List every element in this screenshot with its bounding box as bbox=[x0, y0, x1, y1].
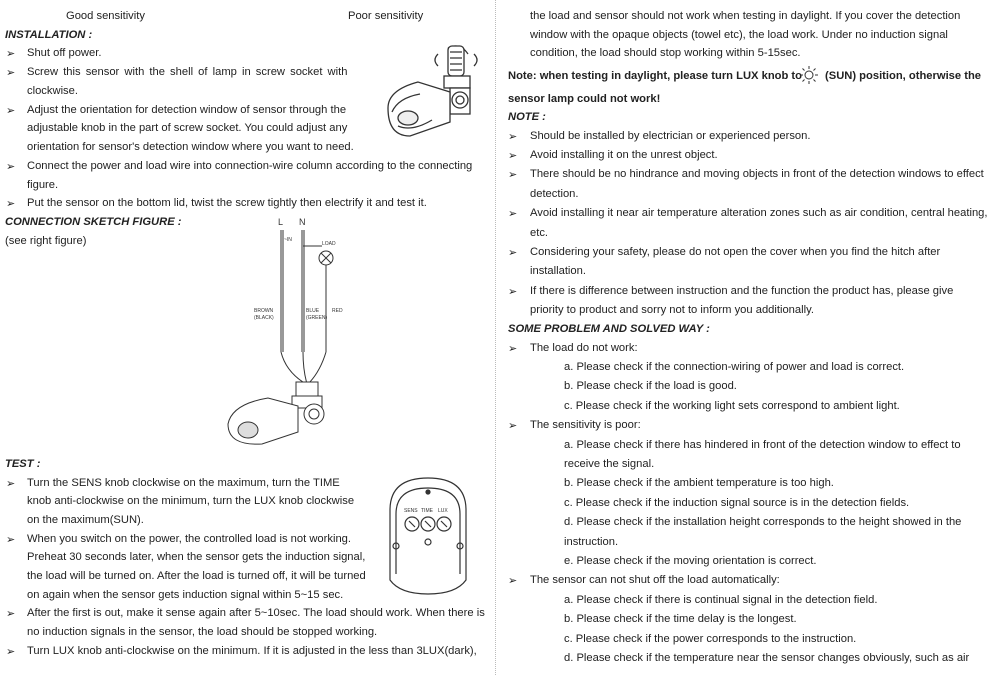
bullet-icon: ➢ bbox=[6, 534, 16, 546]
note-heading: NOTE : bbox=[508, 111, 546, 123]
installation-heading: INSTALLATION : bbox=[5, 29, 93, 41]
install-line: Adjust the orientation for detection window of sensor through the bbox=[27, 104, 347, 116]
right-column bbox=[500, 0, 1000, 675]
test-line: After the first is out, make it sense again after 5~10sec. The load should work. When there is bbox=[27, 607, 485, 619]
test-line: the load will be turned on. After the load is turned off, it will be turned bbox=[27, 570, 366, 582]
bullet-icon: ➢ bbox=[508, 131, 518, 143]
problem-item: The load do not work: bbox=[530, 342, 638, 354]
test-line: knob anti-clockwise on the minimum, turn the LUX knob clockwise bbox=[27, 495, 355, 507]
bullet-icon: ➢ bbox=[508, 575, 518, 587]
test-line: no induction signals in the sensor, the load should be stopped working. bbox=[27, 626, 378, 638]
sketch-note: (see right figure) bbox=[5, 235, 87, 247]
note-line: installation. bbox=[530, 265, 586, 277]
note-line: Should be installed by electrician or experienced person. bbox=[530, 130, 811, 142]
install-line: Screw this sensor with the shell of lamp in screw socket with bbox=[27, 66, 348, 78]
test-heading: TEST : bbox=[5, 458, 41, 470]
diagram-brown-label: BROWN bbox=[254, 308, 274, 314]
problem-check: instruction. bbox=[564, 536, 619, 548]
install-line: orientation for sensor's detection window where you want to need. bbox=[27, 141, 354, 153]
install-line: figure. bbox=[27, 179, 59, 191]
connection-sketch-heading: CONNECTION SKETCH FIGURE : bbox=[5, 216, 182, 228]
diagram-blue2-label: (GREEN) bbox=[306, 315, 328, 321]
problem-check: b. Please check if the load is good. bbox=[564, 380, 737, 392]
test-line: Turn the SENS knob clockwise on the maximum, turn the TIME bbox=[27, 477, 340, 489]
bullet-icon: ➢ bbox=[6, 48, 16, 60]
test-continued-line: the load and sensor should not work when testing in daylight. If you cover the detection bbox=[530, 10, 961, 22]
problem-item: The sensor can not shut off the load automatically: bbox=[530, 574, 780, 586]
daylight-note-warning: sensor lamp could not work! bbox=[508, 93, 661, 105]
bullet-icon: ➢ bbox=[6, 161, 16, 173]
test-line: Preheat 30 seconds later, when the sensor gets the induction signal, bbox=[27, 551, 366, 563]
diagram-in-label: ~IN bbox=[284, 237, 292, 243]
knob-sens-label: SENS bbox=[404, 508, 418, 514]
problem-check: b. Please check if the time delay is the longest. bbox=[564, 613, 797, 625]
diagram-blue-label: BLUE bbox=[306, 308, 320, 314]
note-line: detection. bbox=[530, 188, 579, 200]
diagram-brown2-label: (BLACK) bbox=[254, 315, 274, 321]
install-line: Put the sensor on the bottom lid, twist the screw tightly then electrify it and test it. bbox=[27, 197, 427, 209]
problem-check: d. Please check if the installation height corresponds to the height showed in the bbox=[564, 516, 962, 528]
bullet-icon: ➢ bbox=[508, 150, 518, 162]
problem-check: receive the signal. bbox=[564, 458, 655, 470]
problem-check: d. Please check if the temperature near the sensor changes obviously, such as air bbox=[564, 652, 970, 664]
sun-icon bbox=[800, 66, 818, 84]
knob-time-label: TIME bbox=[421, 508, 433, 514]
test-continued-line: window with the opaque objects (towel etc), the load work. Under no induction signal bbox=[530, 29, 948, 41]
test-line: on again when the sensor gets induction signal within 5~15 sec. bbox=[27, 589, 344, 601]
problem-check: a. Please check if the connection-wiring of power and load is correct. bbox=[564, 361, 905, 373]
bullet-icon: ➢ bbox=[508, 208, 518, 220]
knob-lux-label: LUX bbox=[438, 508, 448, 514]
problem-check: c. Please check if the power corresponds to the instruction. bbox=[564, 633, 857, 645]
test-continued-line: condition, the load should stop working within 5-15sec. bbox=[530, 47, 801, 59]
note-line: There should be no hindrance and moving objects in front of the detection windows to effect bbox=[530, 168, 984, 180]
bullet-icon: ➢ bbox=[6, 105, 16, 117]
problem-check: c. Please check if the induction signal source is in the detection fields. bbox=[564, 497, 910, 509]
note-line: Avoid installing it near air temperature alteration zones such as air condition, central heating, bbox=[530, 207, 988, 219]
poor-sensitivity-label: Poor sensitivity bbox=[348, 10, 424, 22]
bullet-icon: ➢ bbox=[6, 608, 16, 620]
bullet-icon: ➢ bbox=[508, 420, 518, 432]
problem-check: a. Please check if there is continual signal in the detection field. bbox=[564, 594, 878, 606]
note-line: Avoid installing it on the unrest object. bbox=[530, 149, 718, 161]
note-line: priority to product and sorry not to inform you additionally. bbox=[530, 304, 814, 316]
bullet-icon: ➢ bbox=[508, 169, 518, 181]
knob-panel-illustration bbox=[382, 470, 474, 600]
problem-check: c. Please check if the working light sets correspond to ambient light. bbox=[564, 400, 900, 412]
bullet-icon: ➢ bbox=[6, 478, 16, 490]
diagram-load-label: LOAD bbox=[322, 241, 336, 247]
note-line: If there is difference between instruction and the function the product has, please give bbox=[530, 285, 954, 297]
bullet-icon: ➢ bbox=[6, 198, 16, 210]
bullet-icon: ➢ bbox=[508, 247, 518, 259]
install-line: adjustable knob in the part of screw socket. You could adjust any bbox=[27, 122, 348, 134]
bullet-icon: ➢ bbox=[6, 646, 16, 658]
note-line: etc. bbox=[530, 227, 549, 239]
sensor-install-illustration bbox=[378, 38, 488, 153]
diagram-red-label: RED bbox=[332, 308, 343, 314]
install-line: clockwise. bbox=[27, 85, 78, 97]
daylight-note-end: (SUN) position, otherwise the bbox=[825, 70, 982, 82]
bullet-icon: ➢ bbox=[6, 67, 16, 79]
good-sensitivity-label: Good sensitivity bbox=[66, 10, 145, 22]
daylight-note-start: Note: when testing in daylight, please turn LUX knob to bbox=[508, 70, 802, 82]
problem-check: b. Please check if the ambient temperature is too high. bbox=[564, 477, 834, 489]
problem-heading: SOME PROBLEM AND SOLVED WAY : bbox=[508, 323, 710, 335]
diagram-l-label: L bbox=[278, 217, 284, 227]
note-line: Considering your safety, please do not open the cover when you find the hitch after bbox=[530, 246, 941, 258]
problem-check: a. Please check if there has hindered in front of the detection window to effect to bbox=[564, 439, 961, 451]
install-line: Shut off power. bbox=[27, 47, 102, 59]
install-line: Connect the power and load wire into connection-wire column according to the connecting bbox=[27, 160, 473, 172]
diagram-n-label: N bbox=[299, 217, 306, 227]
bullet-icon: ➢ bbox=[508, 343, 518, 355]
test-line: Turn LUX knob anti-clockwise on the minimum. If it is adjusted in the less than 3LUX(dark), bbox=[27, 645, 477, 657]
connection-wiring-diagram bbox=[226, 212, 356, 452]
test-line: When you switch on the power, the controlled load is not working. bbox=[27, 533, 351, 545]
problem-item: The sensitivity is poor: bbox=[530, 419, 641, 431]
test-line: on the maximum(SUN). bbox=[27, 514, 144, 526]
problem-check: e. Please check if the moving orientation is correct. bbox=[564, 555, 817, 567]
column-divider bbox=[495, 0, 498, 675]
bullet-icon: ➢ bbox=[508, 286, 518, 298]
